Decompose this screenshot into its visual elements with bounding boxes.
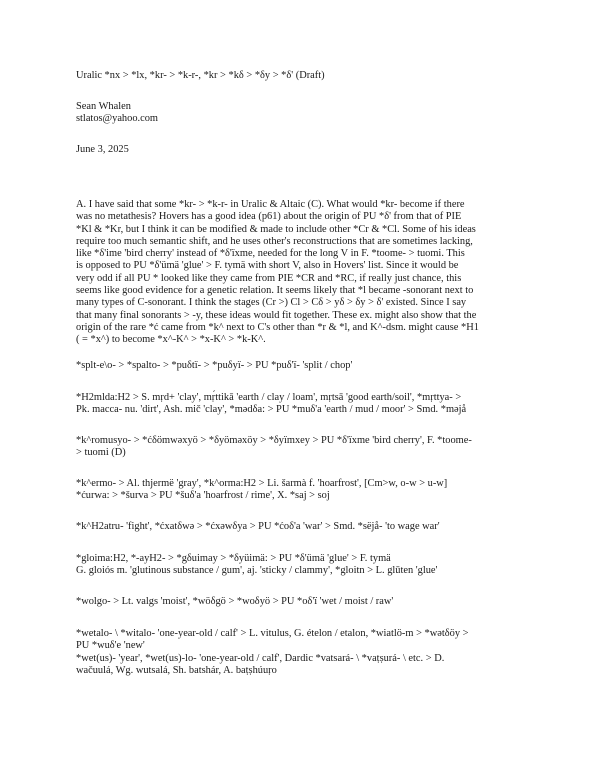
entry-line: Pk. macca- nu. 'dirt', Ash. mič 'clay', *mədδa: > PU *muδ'a 'earth / mud / moor' > Smd. *məjå [76, 404, 467, 416]
intro-line: origin of the rare *ć came from *k^ next to C's other than *r & *l, and K^-dsm. might cause *H1 [76, 321, 479, 333]
entry-line: PU *wuδ'e 'new' [76, 640, 145, 652]
entry-line: *wet(us)- 'year', *wet(us)-lo- 'one-year-old / calf', Dardic *vatsará- \ *vaṭṣurá- \ etc. > D. [76, 652, 445, 664]
etymology-entry [76, 478, 536, 503]
intro-line: like *δ'ime 'bird cherry' instead of *δ'ïxme, needed for the long V in F. *toome- > tuomi. This [76, 248, 465, 260]
etymology-entry [76, 521, 536, 533]
intro-line: A. I have said that some *kr- > *k-r- in Uralic & Altaic (C). What would *kr- become if there [76, 199, 465, 210]
entry-line: *k^ermo- > Al. thjermë 'gray', *k^orma:H2 > Li. šarmà f. 'hoarfrost', [Cm>w, o-w > u-w] [76, 478, 448, 489]
author-block [76, 101, 536, 126]
etymology-entry [76, 596, 536, 608]
intro-line: ( = *x^) to become *x^-K^ > *x-K^ > *k-K^. [76, 334, 266, 346]
intro-line: very odd if all PU * looked like they came from PIE *CR and *RC, if really just chance, this [76, 272, 462, 284]
etymology-entry [76, 360, 536, 372]
document-date: June 3, 2025 [76, 144, 129, 155]
intro-line: is opposed to PU *δ'ümä 'glue' > F. tymä with short V, also in Hovers' list. Since it would be [76, 260, 459, 272]
etymology-entry [76, 628, 536, 677]
intro-line: require too much semantic shift, and he uses other's reconstructions that are sometimes lacking, [76, 235, 473, 247]
entry-line: *k^H2atru- 'fight', *ćxatδwə > *ćxəwδya > PU *ćoδ'a 'war' > Smd. *sëjå- 'to wage war' [76, 521, 440, 532]
intro-paragraph [76, 199, 536, 347]
intro-line: was no metathesis? Hovers has a good idea (p61) about the origin of PU *δ' from that of PIE [76, 211, 462, 223]
etymology-entry [76, 392, 536, 417]
entry-line: > tuomi (D) [76, 447, 126, 459]
author-name: Sean Whalen [76, 101, 131, 112]
intro-line: *Kl & *Kr, but I think it can be modified & made to include other *Cr & *Cl. Some of his ideas [76, 223, 476, 235]
entry-line: *gloima:H2, *-ayH2- > *gδuimay > *δyüimä: > PU *δ'ümä 'glue' > F. tymä [76, 553, 391, 564]
entry-line: wačuulá, Wg. wutsalá, Sh. batshár, A. baṭṣhúuṛo [76, 664, 277, 676]
intro-line: that many final sonorants > -y, these ideas would fit together. These ex. might also show that the [76, 309, 477, 321]
intro-line: seems like good evidence for a genetic relation. It seems likely that *l became -sonorant next to [76, 285, 474, 297]
entry-line: *k^romusyo- > *ćδömwəxyö > *δyöməxöy > *δyïmxey > PU *δ'ïxme 'bird cherry', F. *toome- [76, 435, 472, 446]
entry-line: G. gloiós m. 'glutinous substance / gum', aj. 'sticky / clammy', *gloitn > L. glūten 'glue' [76, 565, 438, 577]
etymology-entry [76, 435, 536, 460]
entry-line: *wetalo- \ *witalo- 'one-year-old / calf' > L. vitulus, G. ételon / etalon, *wiatlö-m > *wətδöy > [76, 628, 469, 639]
intro-line: many types of C-sonorant. I think the stages (Cr >) Cl > Cδ > yδ > δy > δ' existed. Since I say [76, 297, 467, 309]
entry-line: *wolgo- > Lt. valgs 'moist', *wöδgö > *woδyö > PU *oδ'ï 'wet / moist / raw' [76, 596, 394, 607]
document-title: Uralic *nx > *lx, *kr- > *k-r-, *kr > *kδ > *δy > *δ' (Draft) [76, 70, 325, 81]
etymology-entry [76, 553, 536, 578]
entry-line: *splt-e\o- > *spalto- > *puδtï- > *puδyï- > PU *puδ'ï- 'split / chop' [76, 360, 353, 371]
entry-line: *H2mlda:H2 > S. mṛd+ 'clay', mṛ́ttikā 'earth / clay / loam', mṛtsā 'good earth/soil', *mṛttya- > [76, 392, 462, 403]
author-email: stlatos@yahoo.com [76, 113, 159, 125]
entry-line: *ćurwa: > *šurva > PU *šuδ'a 'hoarfrost / rime', X. *saj > soj [76, 490, 330, 502]
